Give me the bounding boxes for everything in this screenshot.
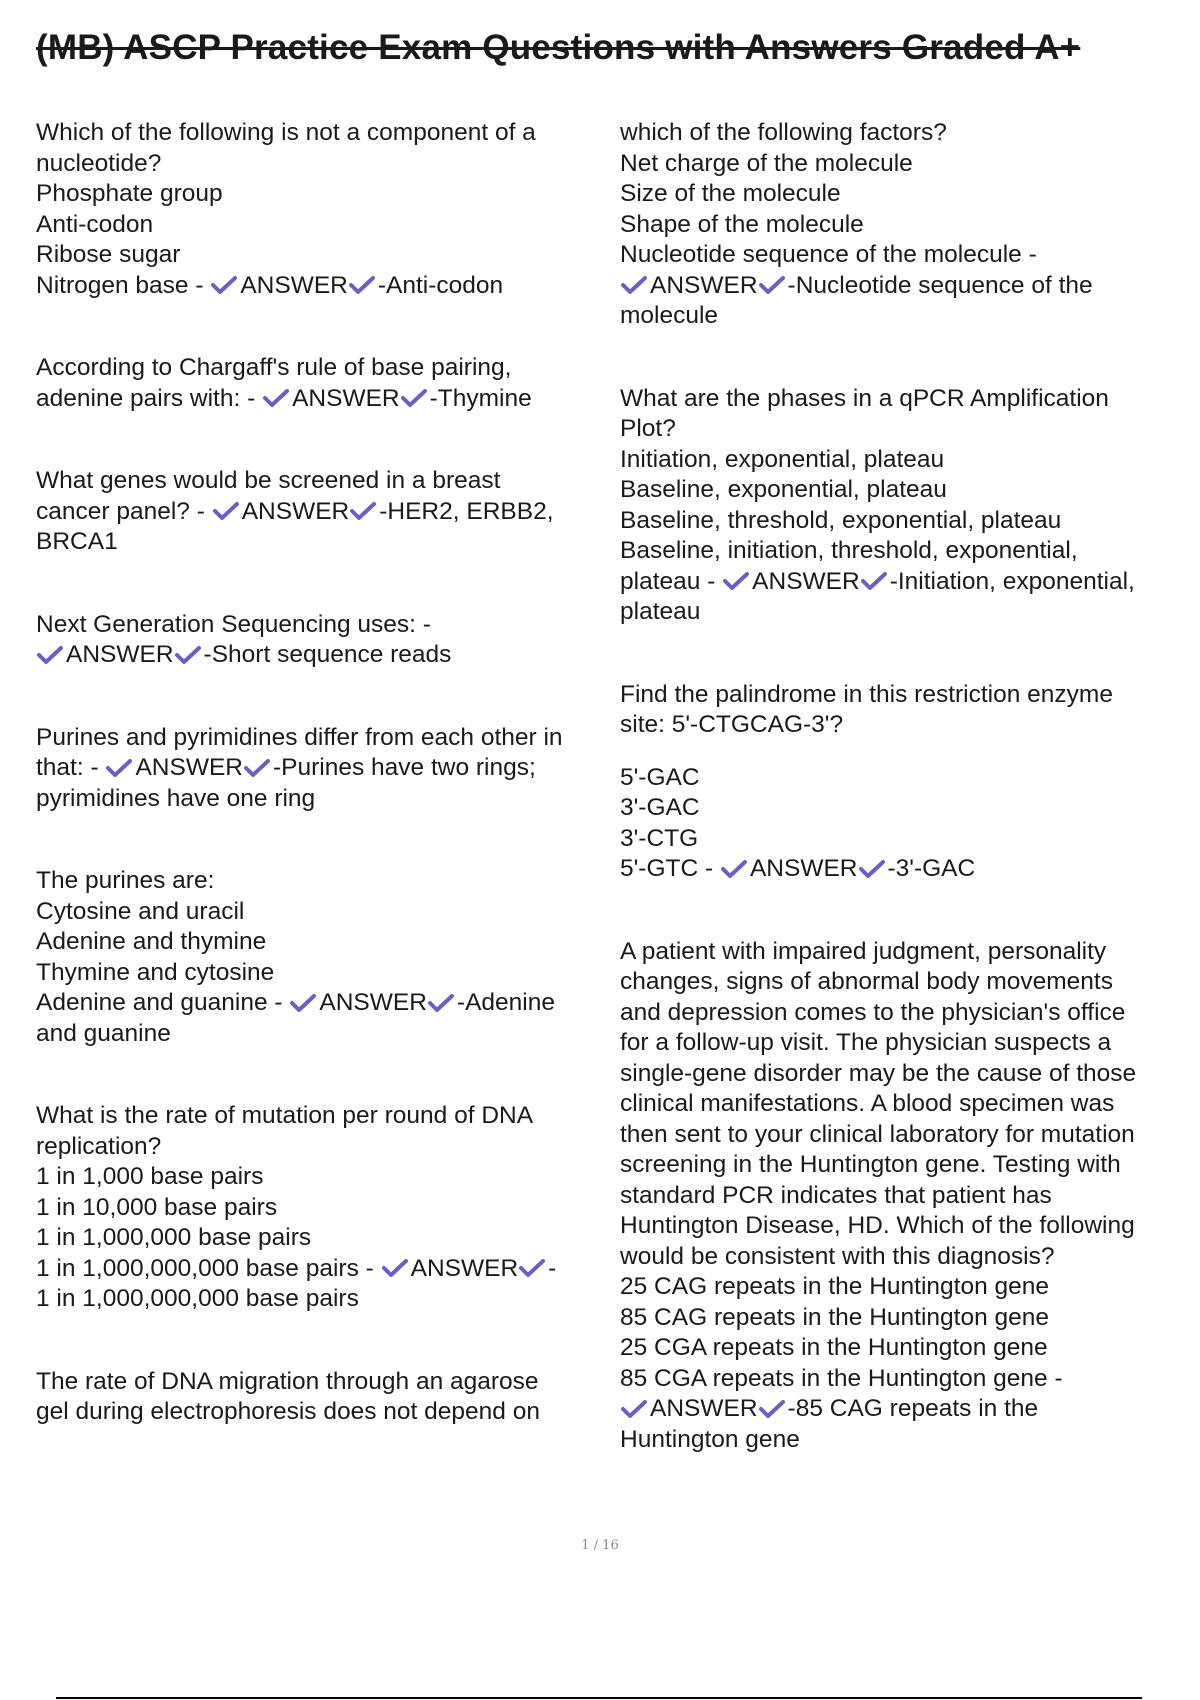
answer-text: Huntington gene bbox=[620, 1425, 800, 1453]
answer-label: ANSWER bbox=[410, 1254, 519, 1282]
question-text: changes, signs of abnormal body movements bbox=[620, 968, 1113, 995]
checkmark-icon bbox=[620, 1399, 648, 1419]
option-text: 5'-GTC - bbox=[620, 855, 720, 882]
option-text: Adenine and thymine bbox=[36, 928, 267, 955]
question-purines-pyrimidines bbox=[36, 723, 606, 815]
question-text: site: 5'-CTGCAG-3'? bbox=[620, 711, 844, 738]
checkmark-icon bbox=[758, 1399, 786, 1419]
question-text: replication? bbox=[36, 1132, 162, 1160]
option-text: Ribose sugar bbox=[36, 241, 181, 268]
question-huntington bbox=[620, 937, 1180, 1456]
answer-text: -Short sequence reads bbox=[203, 641, 452, 668]
option-text: Thymine and cytosine bbox=[36, 958, 275, 986]
question-text: According to Chargaff's rule of base pairing, bbox=[36, 354, 512, 381]
option-text: Baseline, threshold, exponential, plateau bbox=[620, 506, 1062, 534]
answer-label: ANSWER bbox=[135, 754, 243, 781]
left-column bbox=[36, 118, 606, 1428]
answer-label: ANSWER bbox=[319, 989, 427, 1016]
checkmark-icon bbox=[400, 388, 428, 408]
option-text: 25 CAG repeats in the Huntington gene bbox=[620, 1273, 1050, 1300]
checkmark-icon bbox=[860, 571, 888, 591]
answer-label: ANSWER bbox=[240, 271, 348, 299]
answer-line bbox=[620, 271, 1180, 302]
question-text: What genes would be screened in a breast bbox=[36, 467, 501, 494]
question-text: standard PCR indicates that patient has bbox=[620, 1181, 1052, 1209]
question-text: for a follow-up visit. The physician suspects a bbox=[620, 1029, 1112, 1056]
question-text: The purines are: bbox=[36, 867, 215, 894]
answer-label: ANSWER bbox=[650, 271, 758, 299]
checkmark-icon bbox=[349, 501, 377, 521]
footer-divider bbox=[56, 1697, 1142, 1699]
answer-label: ANSWER bbox=[241, 497, 350, 525]
answer-text: -Thymine bbox=[429, 384, 532, 412]
answer-text: molecule bbox=[620, 302, 719, 329]
option-text: Nitrogen base - bbox=[36, 271, 211, 299]
answer-text: BRCA1 bbox=[36, 528, 118, 555]
answer-text: and guanine bbox=[36, 1019, 171, 1047]
option-text: 25 CGA repeats in the Huntington gene bbox=[620, 1334, 1048, 1361]
checkmark-icon bbox=[243, 758, 271, 778]
answer-line bbox=[36, 640, 606, 671]
answer-text: 1 in 1,000,000,000 base pairs bbox=[36, 1285, 359, 1312]
question-text: What are the phases in a qPCR Amplification bbox=[620, 384, 1109, 412]
question-chargaff bbox=[36, 353, 606, 414]
option-text: 85 CAG repeats in the Huntington gene bbox=[620, 1303, 1050, 1331]
option-text: Baseline, initiation, threshold, exponential, bbox=[620, 537, 1078, 564]
question-text: single-gene disorder may be the cause of those bbox=[620, 1059, 1137, 1087]
question-text: then sent to your clinical laboratory for mutation bbox=[620, 1120, 1135, 1148]
right-column bbox=[620, 118, 1180, 1455]
checkmark-icon bbox=[858, 859, 886, 879]
answer-text: -Purines have two rings; bbox=[273, 754, 536, 781]
question-dna-migration-continued bbox=[620, 118, 1180, 332]
checkmark-icon bbox=[174, 645, 202, 665]
question-text: screening in the Huntington gene. Testing with bbox=[620, 1151, 1121, 1178]
option-text: Initiation, exponential, plateau bbox=[620, 445, 945, 473]
answer-text: -85 CAG repeats in the bbox=[787, 1395, 1039, 1422]
checkmark-icon bbox=[620, 275, 648, 295]
checkmark-icon bbox=[427, 993, 455, 1013]
option-text: 3'-CTG bbox=[620, 824, 699, 852]
option-text: Cytosine and uracil bbox=[36, 897, 245, 925]
option-text: 1 in 10,000 base pairs bbox=[36, 1193, 278, 1221]
question-text: Which of the following is not a component of a bbox=[36, 119, 536, 146]
checkmark-icon bbox=[518, 1258, 546, 1278]
answer-text: -Nucleotide sequence of the bbox=[787, 271, 1093, 299]
question-text: clinical manifestations. A blood specimen was bbox=[620, 1090, 1115, 1117]
answer-line bbox=[620, 567, 1180, 598]
question-text: Huntington Disease, HD. Which of the following bbox=[620, 1212, 1135, 1239]
option-text: Adenine and guanine - bbox=[36, 989, 290, 1016]
answer-line bbox=[36, 753, 606, 784]
answer-label: ANSWER bbox=[292, 384, 400, 412]
checkmark-icon bbox=[722, 571, 750, 591]
question-text: The rate of DNA migration through an agarose bbox=[36, 1367, 539, 1395]
option-text: Nucleotide sequence of the molecule - bbox=[620, 241, 1037, 268]
checkmark-icon bbox=[720, 859, 748, 879]
question-purines bbox=[36, 866, 606, 1049]
question-dna-migration bbox=[36, 1367, 606, 1428]
option-text: Size of the molecule bbox=[620, 180, 841, 207]
answer-label: ANSWER bbox=[749, 855, 858, 882]
option-text: 3'-GAC bbox=[620, 794, 700, 821]
checkmark-icon bbox=[289, 993, 317, 1013]
checkmark-icon bbox=[36, 645, 64, 665]
question-text: What is the rate of mutation per round of DNA bbox=[36, 1102, 534, 1129]
checkmark-icon bbox=[210, 275, 238, 295]
option-text: 85 CGA repeats in the Huntington gene - bbox=[620, 1364, 1063, 1392]
option-text: Phosphate group bbox=[36, 180, 223, 207]
checkmark-icon bbox=[381, 1258, 409, 1278]
question-ngs bbox=[36, 610, 606, 671]
answer-line bbox=[36, 988, 606, 1019]
option-text: Net charge of the molecule bbox=[620, 149, 913, 177]
answer-line bbox=[36, 384, 606, 415]
question-breast-cancer-panel bbox=[36, 466, 606, 558]
question-text: cancer panel? - bbox=[36, 497, 212, 525]
question-text: and depression comes to the physician's office bbox=[620, 998, 1126, 1026]
answer-text: - bbox=[548, 1254, 557, 1282]
question-text: would be consistent with this diagnosis? bbox=[620, 1242, 1055, 1270]
question-nucleotide-component bbox=[36, 118, 606, 301]
question-text: which of the following factors? bbox=[620, 119, 947, 146]
checkmark-icon bbox=[758, 275, 786, 295]
question-text: Purines and pyrimidines differ from each other in bbox=[36, 723, 563, 751]
option-text: 1 in 1,000 base pairs bbox=[36, 1163, 264, 1190]
answer-text: pyrimidines have one ring bbox=[36, 784, 316, 812]
question-text: Plot? bbox=[620, 415, 676, 442]
answer-text: plateau bbox=[620, 598, 701, 625]
option-text: Baseline, exponential, plateau bbox=[620, 476, 947, 503]
question-palindrome bbox=[620, 680, 1180, 885]
option-text: Anti-codon bbox=[36, 210, 154, 238]
option-text: 1 in 1,000,000,000 base pairs - bbox=[36, 1254, 381, 1282]
checkmark-icon bbox=[262, 388, 290, 408]
option-text: Shape of the molecule bbox=[620, 210, 864, 238]
answer-text: -HER2, ERBB2, bbox=[379, 497, 554, 525]
answer-text: -3'-GAC bbox=[887, 855, 976, 882]
answer-text: -Adenine bbox=[456, 989, 555, 1016]
option-text: plateau - bbox=[620, 567, 723, 595]
question-text: adenine pairs with: - bbox=[36, 384, 263, 412]
question-text: that: - bbox=[36, 754, 106, 781]
answer-label: ANSWER bbox=[650, 1395, 758, 1422]
page-number: 1 / 16 bbox=[581, 1538, 619, 1553]
answer-label: ANSWER bbox=[752, 567, 860, 595]
question-text: nucleotide? bbox=[36, 149, 162, 177]
answer-label: ANSWER bbox=[66, 641, 174, 668]
answer-line bbox=[36, 271, 606, 302]
checkmark-icon bbox=[212, 501, 240, 521]
option-text: 1 in 1,000,000 base pairs bbox=[36, 1224, 312, 1251]
answer-line bbox=[620, 1394, 1180, 1425]
answer-line bbox=[36, 1254, 606, 1285]
option-text: 5'-GAC bbox=[620, 763, 700, 791]
answer-line bbox=[36, 497, 606, 528]
question-mutation-rate bbox=[36, 1101, 606, 1315]
answer-text: -Initiation, exponential, bbox=[889, 567, 1135, 595]
question-text: gel during electrophoresis does not depend on bbox=[36, 1398, 540, 1425]
document-title: (MB) ASCP Practice Exam Questions with Answers Graded A+ bbox=[36, 28, 1081, 67]
question-text: A patient with impaired judgment, personality bbox=[620, 937, 1107, 965]
question-text: Next Generation Sequencing uses: - bbox=[36, 610, 431, 638]
answer-line bbox=[620, 854, 1180, 885]
question-qpcr-phases bbox=[620, 384, 1180, 628]
checkmark-icon bbox=[105, 758, 133, 778]
question-text: Find the palindrome in this restriction enzyme bbox=[620, 680, 1113, 708]
checkmark-icon bbox=[348, 275, 376, 295]
answer-text: -Anti-codon bbox=[377, 271, 504, 299]
